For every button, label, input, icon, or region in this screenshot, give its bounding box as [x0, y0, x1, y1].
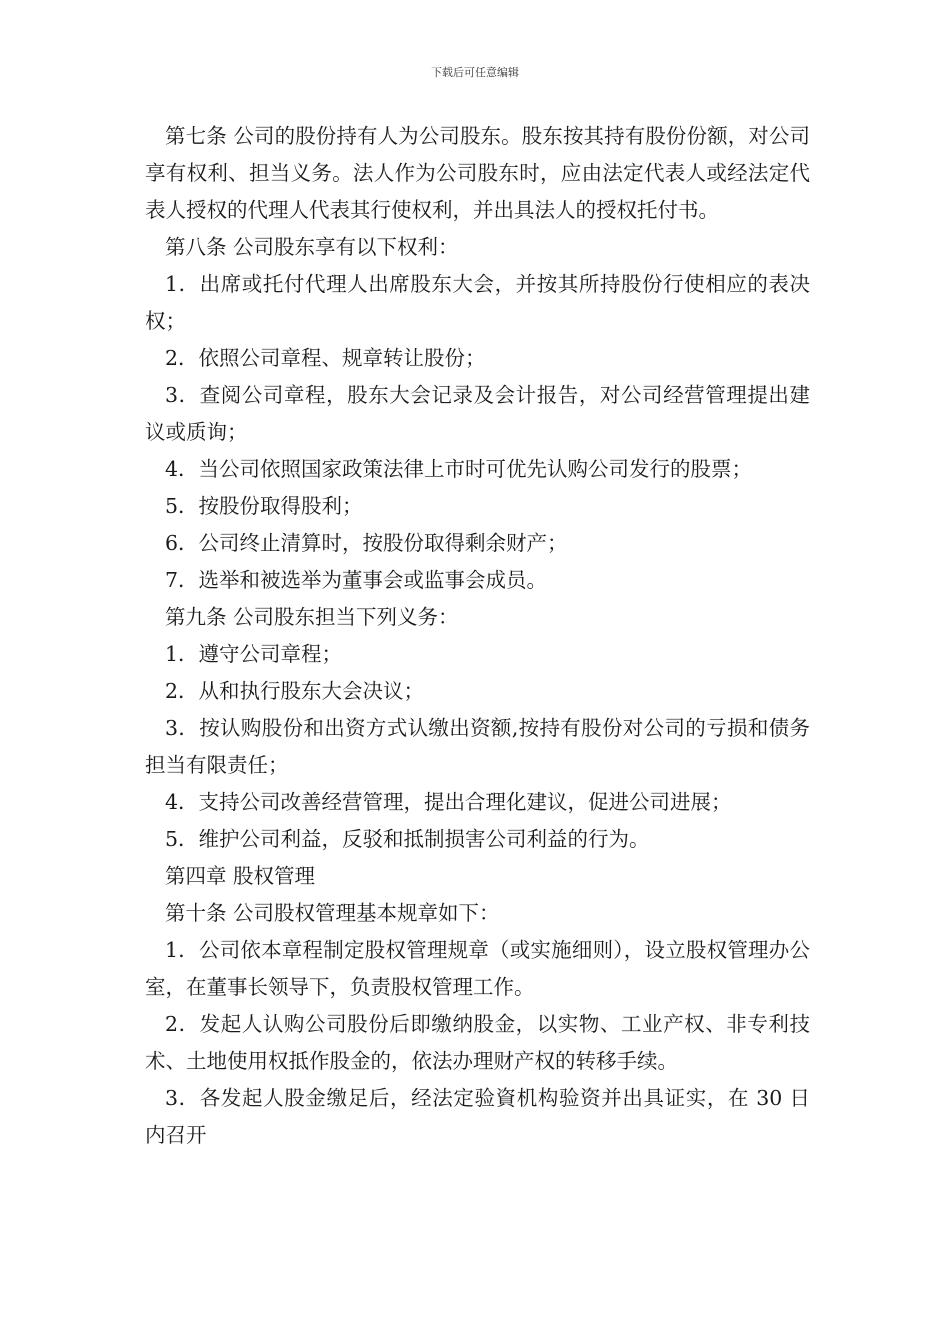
list-item: 1．遵守公司章程；: [165, 642, 343, 666]
list-item: 2．从和执行股东大会决议；: [165, 679, 425, 703]
list-item: 3．按认购股份和出资方式认缴出资额,按持有股份对公司的亏损和债务担当有限责任；: [145, 716, 810, 777]
document-body: [145, 118, 810, 1154]
list-item: 5．维护公司利益，反驳和抵制损害公司利益的行为。: [165, 827, 650, 851]
list-item: 3．各发起人股金缴足后，经法定验資机构验资并出具证实，在 30 日内召开: [145, 1086, 810, 1147]
list-item: 4．支持公司改善经营管理，提出合理化建议，促进公司进展；: [165, 790, 732, 814]
list-item: 1．公司依本章程制定股权管理规章（或实施细则），设立股权管理办公室，在董事长领导下，负责股权管理工作。: [145, 938, 810, 999]
chapter-heading: 第四章 股权管理: [165, 864, 316, 888]
list-item: 2．依照公司章程、规章转让股份；: [165, 346, 486, 370]
list-item: 2．发起人认购公司股份后即缴纳股金，以实物、工业产权、非专利技术、土地使用权抵作股金的，依法办理财产权的转移手续。: [145, 1012, 810, 1073]
paragraph-article-10: 第十条 公司股权管理基本规章如下：: [165, 901, 500, 925]
list-item: 1．出席或托付代理人出席股东大会，并按其所持股份行使相应的表决权；: [145, 272, 810, 333]
paragraph-article-9: 第九条 公司股东担当下列义务：: [165, 605, 459, 629]
page-header: 下载后可任意编辑: [431, 66, 519, 79]
list-item: 7．选举和被选举为董事会或监事会成员。: [165, 568, 548, 592]
paragraph-article-7: 第七条 公司的股份持有人为公司股东。股东按其持有股份份额，对公司享有权利、担当义务。法人作为公司股东时，应由法定代表人或经法定代表人授权的代理人代表其行使权利，并出具法人的授权托付书。: [145, 124, 810, 222]
list-item: 5．按股份取得股利；: [165, 494, 363, 518]
paragraph-article-8: 第八条 公司股东享有以下权利：: [165, 235, 459, 259]
list-item: 3．查阅公司章程，股东大会记录及会计报告，对公司经营管理提出建议或质询；: [145, 383, 810, 444]
list-item: 6．公司终止清算时，按股份取得剩余财产；: [165, 531, 568, 555]
list-item: 4．当公司依照国家政策法律上市时可优先认购公司发行的股票；: [165, 457, 753, 481]
